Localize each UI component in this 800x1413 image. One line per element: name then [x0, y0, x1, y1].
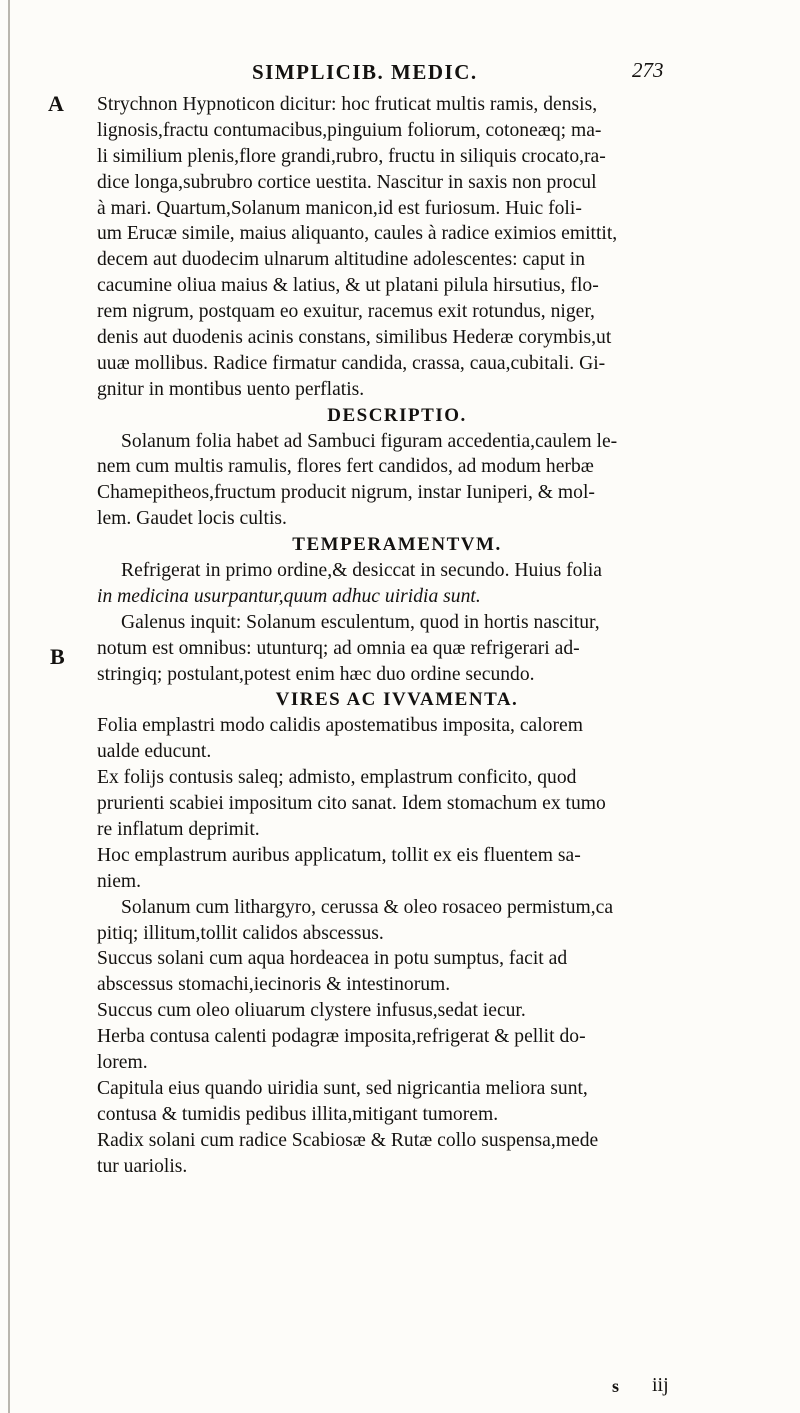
text-line: nem cum multis ramulis, flores fert candidos, ad modum herbæ [97, 456, 594, 478]
text-line: Galenus inquit: Solanum esculentum, quod in hortis nascitur, [121, 611, 600, 633]
text-line: Succus solani cum aqua hordeacea in potu sumptus, facit ad [97, 948, 568, 970]
text-line: Hoc emplastrum auribus applicatum, tollit ex eis fluentem sa- [97, 844, 581, 866]
text-line: Radix solani cum radice Scabiosæ & Rutæ collo suspensa,mede [97, 1129, 599, 1151]
text-line: pitiq; illitum,tollit calidos abscessus. [97, 922, 384, 944]
signature-mark: s [612, 1376, 620, 1396]
text-line: Strychnon Hypnoticon dicitur: hoc fruticat multis ramis, densis, [97, 94, 598, 115]
text-line: cacumine oliua maius & latius, & ut platani pilula hirsutius, flo- [97, 275, 599, 297]
text-line: in medicina usurpantur,quum adhuc uiridia sunt. [97, 585, 481, 607]
running-head: SIMPLICIB. MEDIC. [252, 60, 478, 84]
text-line: notum est omnibus: utunturq; ad omnia ea quæ refrigerari ad- [97, 637, 580, 659]
text-line: Capitula eius quando uiridia sunt, sed nigricantia meliora sunt, [97, 1077, 588, 1099]
text-line: Herba contusa calenti podagræ imposita,refrigerat & pellit do- [97, 1026, 586, 1048]
text-line: stringiq; postulant,potest enim hæc duo ordine secundo. [97, 663, 535, 685]
margin-mark-a: A [48, 91, 64, 116]
text-line: niem. [97, 870, 142, 892]
text-line: Solanum folia habet ad Sambuci figuram accedentia,caulem le- [121, 430, 618, 452]
text-line: à mari. Quartum,Solanum manicon,id est furiosum. Huic foli- [97, 197, 582, 219]
page-number: 273 [632, 58, 664, 82]
text-line: lorem. [97, 1051, 148, 1073]
text-line: Solanum cum lithargyro, cerussa & oleo rosaceo permistum,ca [121, 896, 614, 918]
text-line: re inflatum deprimit. [97, 818, 260, 840]
section-heading-descriptio: DESCRIPTIO. [327, 404, 467, 426]
text-line: denis aut duodenis acinis constans, similibus Hederæ corymbis,ut [97, 327, 612, 349]
text-line: Chamepitheos,fructum producit nigrum, instar Iuniperi, & mol- [97, 482, 595, 504]
text-line: lem. Gaudet locis cultis. [97, 508, 287, 530]
text-line: li similium plenis,flore grandi,rubro, fructu in siliquis crocato,ra- [97, 145, 606, 167]
text-line: ualde educunt. [97, 741, 212, 763]
page-edge-rule [8, 0, 10, 1413]
text-line: contusa & tumidis pedibus illita,mitigant tumorem. [97, 1103, 499, 1125]
text-line: Succus cum oleo oliuarum clystere infusus,sedat iecur. [97, 1000, 526, 1022]
text-line: Ex folijs contusis saleq; admisto, emplastrum conficito, quod [97, 767, 577, 789]
margin-mark-b: B [50, 644, 65, 669]
text-line: decem aut duodecim ulnarum altitudine adolescentes: caput in [97, 249, 586, 271]
text-line: prurienti scabiei impositum cito sanat. Idem stomachum ex tumo [97, 793, 606, 815]
text-line: abscessus stomachi,iecinoris & intestinorum. [97, 974, 451, 996]
text-line: Refrigerat in primo ordine,& desiccat in secundo. Huius folia [121, 560, 603, 582]
text-line: Folia emplastri modo calidis apostematibus imposita, calorem [97, 715, 583, 737]
text-line: tur uariolis. [97, 1155, 188, 1177]
body-text [97, 92, 697, 1179]
section-heading-vires: VIRES AC IVVAMENTA. [275, 689, 519, 711]
text-line: gnitur in montibus uento perflatis. [97, 378, 365, 400]
text-line: dice longa,subrubro cortice uestita. Nascitur in saxis non procul [97, 171, 597, 193]
section-heading-temperamentum: TEMPERAMENTVM. [292, 534, 502, 556]
text-line: lignosis,fractu contumacibus,pinguium foliorum, cotoneæq; ma- [97, 119, 602, 141]
text-line: uuæ mollibus. Radice firmatur candida, crassa, caua,cubitali. Gi- [97, 352, 606, 374]
text-line: um Erucæ simile, maius aliquanto, caules à radice eximios emittit, [97, 223, 618, 245]
text-line: rem nigrum, postquam eo exuitur, racemus exit rotundus, niger, [97, 301, 595, 323]
signature-number: iij [652, 1374, 669, 1396]
